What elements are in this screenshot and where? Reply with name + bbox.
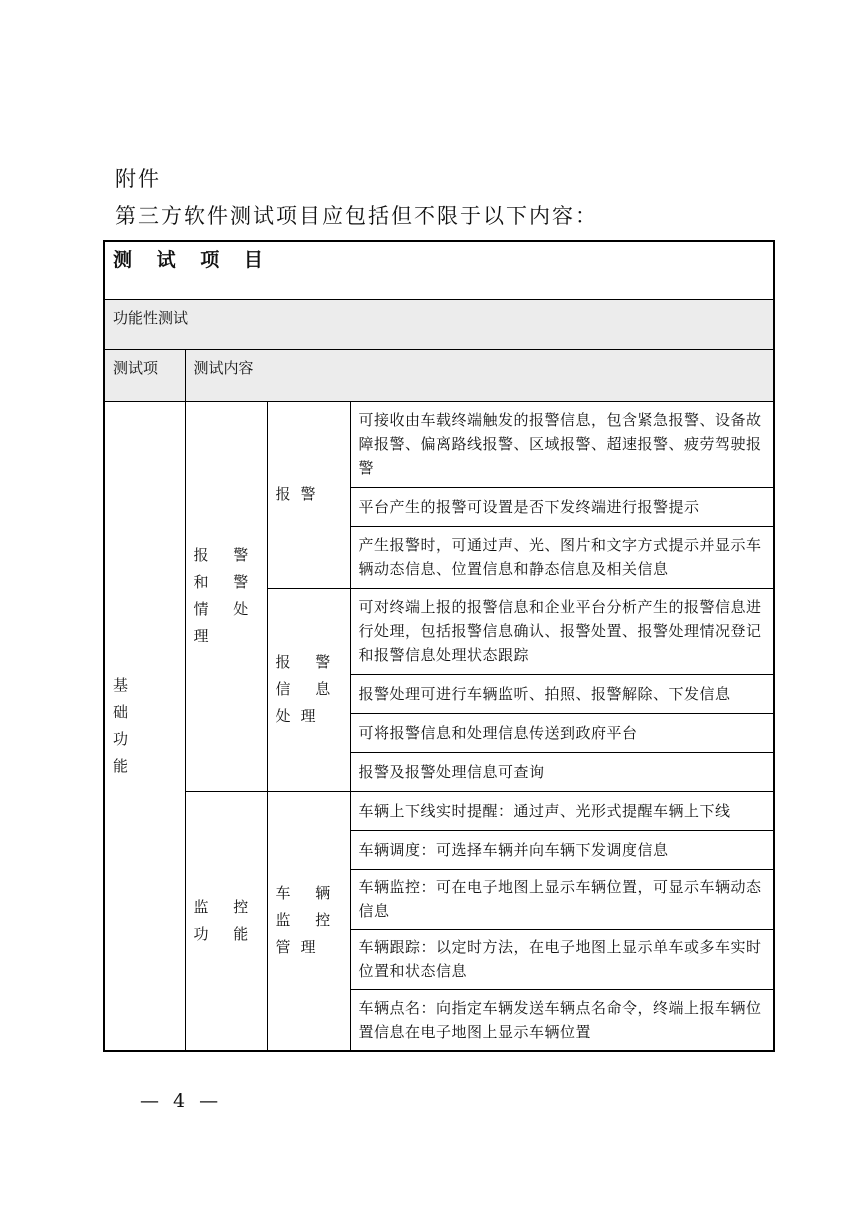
test-content-cell: 可将报警信息和处理信息传送到政府平台 <box>350 713 774 752</box>
test-content-cell: 车辆上下线实时提醒：通过声、光形式提醒车辆上下线 <box>350 791 774 830</box>
subgroup-cell: 报 警 信 息处理 <box>267 588 350 791</box>
test-content-cell: 可接收由车载终端触发的报警信息，包含紧急报警、设备故障报警、偏离路线报警、区域报警、超速报警、疲劳驾驶报警 <box>350 401 774 487</box>
table-row <box>104 401 774 487</box>
attachment-label: 附件 <box>115 167 161 191</box>
test-content-cell: 车辆跟踪：以定时方法，在电子地图上显示单车或多车实时位置和状态信息 <box>350 929 774 989</box>
column-header-row <box>104 349 774 401</box>
test-content-cell: 报警处理可进行车辆监听、拍照、报警解除、下发信息 <box>350 674 774 713</box>
subgroup-cell: 车 辆 监 控管理 <box>267 791 350 1051</box>
intro-text: 第三方软件测试项目应包括但不限于以下内容： <box>115 204 598 228</box>
table-title: 测 试 项 目 <box>104 241 774 299</box>
subgroup-cell: 报警 <box>267 401 350 588</box>
test-items-table <box>103 240 775 1052</box>
section-title: 功能性测试 <box>104 299 774 349</box>
test-content-cell: 报警及报警处理信息可查询 <box>350 752 774 791</box>
page-number: — 4 — <box>140 1090 223 1112</box>
test-content-cell: 车辆点名：向指定车辆发送车辆点名命令，终端上报车辆位置信息在电子地图上显示车辆位置 <box>350 989 774 1051</box>
test-content-cell: 产生报警时，可通过声、光、图片和文字方式提示并显示车辆动态信息、位置信息和静态信息及相关信息 <box>350 526 774 588</box>
group-cell: 监 控 功 能 <box>185 791 267 1051</box>
col-header-content: 测试内容 <box>185 349 774 401</box>
test-content-cell: 可对终端上报的报警信息和企业平台分析产生的报警信息进行处理，包括报警信息确认、报警处置、报警处理情况登记和报警信息处理状态跟踪 <box>350 588 774 674</box>
test-content-cell: 车辆调度：可选择车辆并向车辆下发调度信息 <box>350 830 774 869</box>
table-row <box>104 791 774 830</box>
section-row <box>104 299 774 349</box>
category-cell: 基 础 功 能 <box>104 401 185 1051</box>
col-header-item: 测试项 <box>104 349 185 401</box>
group-cell: 报 警 和 警 情 处 理 <box>185 401 267 791</box>
test-content-cell: 车辆监控：可在电子地图上显示车辆位置，可显示车辆动态信息 <box>350 869 774 929</box>
table-title-row <box>104 241 774 299</box>
test-content-cell: 平台产生的报警可设置是否下发终端进行报警提示 <box>350 487 774 526</box>
